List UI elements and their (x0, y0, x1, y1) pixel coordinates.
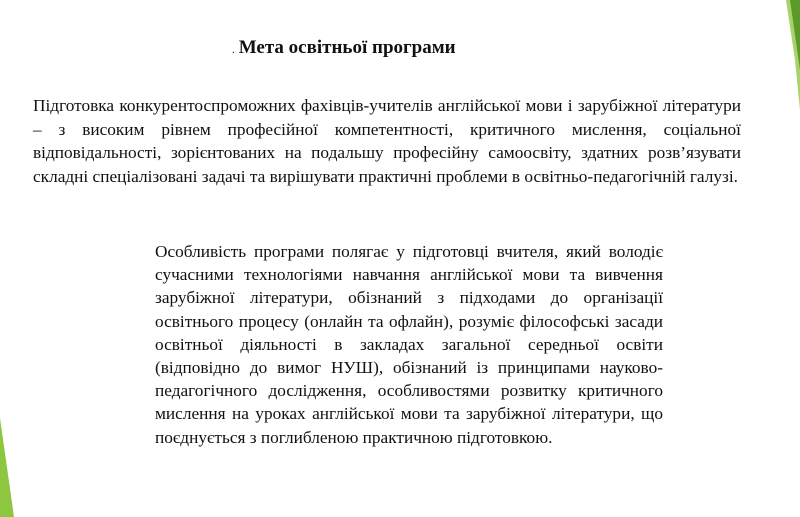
title-marker: . (232, 44, 235, 56)
title-text: Мета освітньої програми (238, 37, 456, 58)
feature-paragraph: Особливість програми полягає у підготовці вчителя, який володіє сучасними технологіями навчання англійської мови та вивчення зарубіжної літератури, обізнаний з підходами до організації освітнього процесу (онлайн та офлайн), розуміє філософські засади освітньої діяльності в закладах загальної середньої освіти (відповідно до вимог НУШ), обізнаний із принципами науково-педагогічного дослідження, особливостями розвитку критичного мислення на уроках англійської мови та зарубіжної літератури, що поєднується з поглибленою практичною підготовкою. (155, 242, 663, 447)
goal-paragraph: Підготовка конкурентоспроможних фахівців-учителів англійської мови і зарубіжної літератури – з високим рівнем професійної компетентності, критичного мислення, соціальної відповідальності, зорієнтованих на подальшу професійну самоосвіту, здатних розв’язувати складні спеціалізовані задачі та вирішувати практичні проблеми в освітньо-педагогічній галузі. (33, 96, 741, 186)
left-accent-stripe (0, 418, 14, 517)
slide-title (232, 37, 456, 59)
